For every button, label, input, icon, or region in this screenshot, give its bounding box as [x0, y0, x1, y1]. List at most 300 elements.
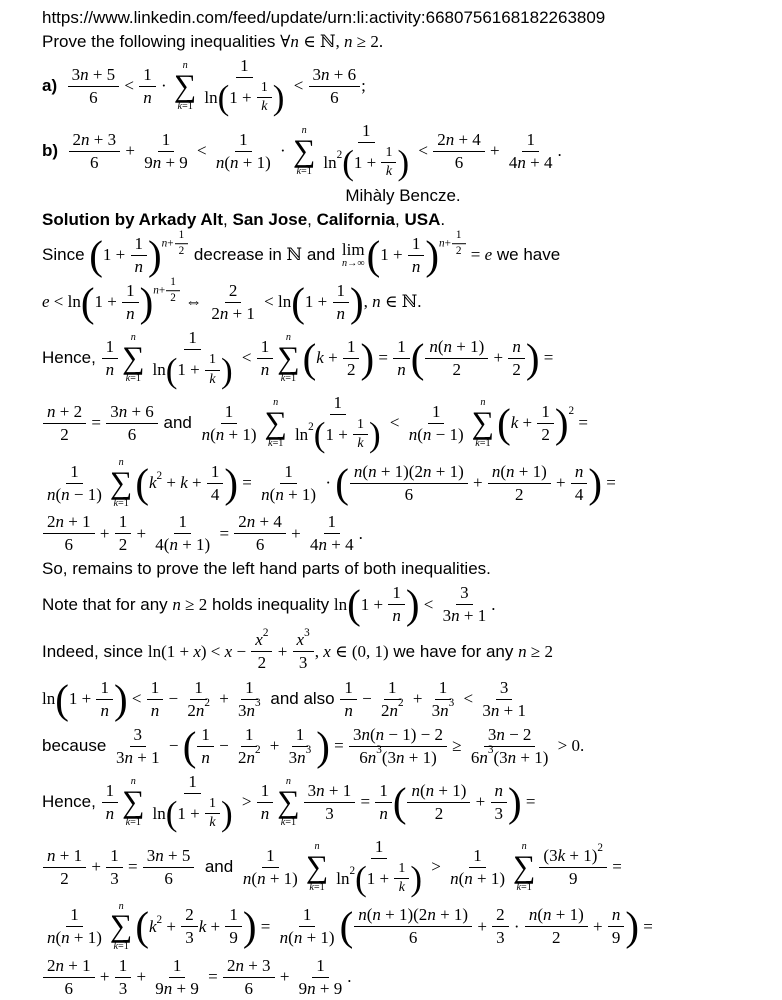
denominator [408, 256, 425, 278]
math-text: 2 [552, 928, 561, 948]
fraction [446, 845, 509, 890]
sum-lower-limit [281, 373, 296, 385]
denominator [451, 152, 468, 174]
math-text: 1 [541, 401, 550, 421]
denominator [355, 744, 441, 769]
numerator [469, 845, 486, 868]
fraction [354, 904, 472, 949]
math-text: 9n + 9 [155, 978, 199, 998]
math-text: 1 [455, 228, 462, 241]
fraction [408, 233, 425, 278]
math-text: 2 [308, 421, 314, 434]
text: we have [492, 245, 561, 265]
math-text: 3 [118, 978, 128, 998]
hence-upper-a [42, 327, 764, 390]
sum-lower-limit [177, 101, 192, 113]
text: , [307, 209, 317, 229]
summation [122, 332, 144, 384]
because-line [42, 724, 764, 769]
open-paren: ( [165, 794, 178, 834]
fraction [143, 845, 195, 890]
numerator [353, 416, 368, 435]
math-text: k [385, 164, 393, 180]
summation [122, 776, 144, 828]
math-text: 1 [244, 724, 254, 744]
close-paren: ) [410, 859, 422, 899]
paren-content [406, 780, 508, 825]
denominator [102, 359, 119, 381]
math-text: n [336, 303, 345, 323]
math-text: < [419, 594, 438, 614]
math-text: 1 + [353, 152, 381, 172]
math-text: 1 [284, 461, 293, 481]
math-text: + [132, 523, 151, 543]
math-text: 3 [304, 626, 310, 639]
math-text: − [164, 689, 183, 709]
math-text: n(n + 1) [279, 928, 335, 948]
text: holds inequality [207, 594, 334, 614]
close-paren: ) [139, 278, 154, 325]
math-text: + [162, 916, 181, 936]
math-text: n + 1 [47, 845, 83, 865]
limit-operator [342, 241, 365, 270]
paren-content [325, 416, 369, 454]
denominator [225, 927, 242, 949]
math-text: e < ln [42, 292, 81, 312]
math-text: = [521, 792, 536, 812]
sum-lower-limit [475, 438, 490, 450]
math-text: < ln [259, 292, 292, 312]
fraction [276, 904, 339, 949]
math-text: ln [323, 152, 337, 172]
superscript [263, 627, 269, 640]
numerator [251, 626, 272, 652]
denominator [131, 256, 148, 278]
log-bound-note [42, 582, 764, 627]
fraction [309, 64, 361, 109]
math-text: < [237, 348, 256, 368]
numerator [131, 233, 148, 256]
fraction [508, 336, 525, 381]
numerator [539, 841, 607, 868]
math-text: k [209, 815, 216, 831]
math-text: ℕ [286, 245, 303, 265]
paren-group [393, 780, 522, 825]
math-text: 1 [362, 120, 371, 140]
math-text: n [126, 303, 135, 323]
math-text: > 0. [553, 736, 585, 756]
math-text: 2n + 1 [47, 512, 91, 532]
denominator [401, 484, 418, 506]
text: Hence, [42, 348, 101, 368]
math-text: k=1 [125, 816, 141, 828]
math-text: n(n + 1) [429, 336, 485, 356]
math-text: n(n + 1) [411, 780, 467, 800]
open-paren: ( [335, 459, 349, 506]
math-text: k=1 [296, 165, 312, 177]
sum-lower-limit [517, 882, 532, 894]
numerator [96, 677, 113, 700]
denominator [86, 152, 103, 174]
denominator [565, 868, 582, 890]
math-text: ln [152, 803, 166, 823]
paren-group [135, 461, 238, 506]
fraction [539, 841, 607, 890]
fraction [350, 461, 468, 506]
math-text: 3 [325, 803, 334, 823]
math-text: k=1 [177, 100, 193, 112]
close-paren: ) [525, 334, 540, 381]
sum-lower-limit [126, 817, 141, 829]
denominator [207, 484, 224, 506]
math-text: n(n + 1) [261, 484, 317, 504]
paren-group [218, 79, 285, 117]
close-paren: ) [397, 143, 410, 183]
math-text: 3n + 5 [71, 64, 116, 84]
math-text: k=1 [516, 881, 532, 893]
close-paren: ) [272, 78, 285, 118]
superscript [255, 744, 261, 757]
math-text: 2 [156, 913, 163, 926]
denominator [56, 424, 73, 446]
math-text: 1 [411, 233, 421, 253]
math-text: ; [361, 76, 366, 96]
math-text: n(n + 1) [450, 868, 505, 888]
math-text: 1 [526, 129, 535, 149]
math-text: k=1 [113, 497, 129, 509]
fraction [452, 228, 466, 259]
math-text: 1 + [68, 689, 96, 709]
denominator [511, 484, 528, 506]
math-text: 2 [60, 868, 69, 888]
lower-chain-1 [42, 836, 764, 899]
math-text: 2 [346, 359, 356, 379]
denominator [491, 803, 508, 825]
math-text: k [149, 916, 157, 936]
paren-group [342, 144, 409, 182]
math-text: n(n + 1) [242, 868, 298, 888]
math-text: 1 [118, 512, 128, 532]
fraction [151, 511, 214, 556]
remains-note [42, 558, 764, 580]
fraction [43, 955, 95, 1000]
numerator [68, 64, 120, 87]
fraction [257, 780, 274, 825]
math-text: = [639, 916, 653, 936]
open-paren: ( [135, 459, 149, 506]
math-text: 4n + 4 [309, 535, 354, 555]
numerator [43, 955, 95, 978]
math-text: n [143, 87, 152, 107]
denominator [478, 700, 530, 722]
denominator [428, 697, 459, 722]
denominator [446, 868, 509, 890]
denominator [332, 859, 426, 899]
math-text: n(n − 1) [47, 484, 102, 504]
math-text: 2n + 1 [211, 303, 255, 323]
math-text: 1 + [366, 868, 394, 888]
numerator [508, 336, 525, 359]
numerator [43, 845, 86, 868]
summation [277, 776, 299, 828]
paren-content [177, 351, 221, 389]
math-text: 1 [134, 233, 143, 253]
math-text: + [473, 916, 492, 936]
math-text: 3n(n − 1) − 2 [353, 724, 444, 744]
summation [174, 60, 196, 112]
math-text: 3 [110, 868, 119, 888]
sigma-icon: ∑ [109, 908, 133, 944]
close-paren: ) [588, 459, 602, 506]
denominator [291, 415, 385, 455]
math-text: 1 [194, 677, 203, 697]
math-text: x [296, 630, 305, 650]
math-text: + k + [162, 473, 206, 493]
paren-content [149, 461, 224, 506]
denominator [285, 744, 316, 769]
close-paren: ) [316, 722, 330, 769]
math-text: 2 [496, 905, 505, 925]
denominator [405, 424, 468, 446]
math-text: n(n + 1) [528, 905, 584, 925]
fraction [96, 677, 113, 722]
math-text: 1 [178, 228, 185, 241]
superscript [157, 470, 163, 482]
hence-lower-a [42, 771, 764, 834]
math-text: n + 2 [47, 401, 83, 421]
math-text: 3n + 1 [442, 606, 487, 626]
math-text: 1 [240, 56, 249, 75]
numerator [304, 780, 356, 803]
denominator [239, 868, 302, 890]
since-line [42, 228, 764, 278]
fraction [234, 677, 265, 722]
numerator [66, 904, 83, 927]
denominator [333, 303, 350, 325]
paren-content [367, 860, 411, 898]
paren-content [69, 677, 114, 722]
math-text: 3n + 6 [312, 64, 357, 84]
fraction [388, 582, 405, 627]
open-paren: ( [355, 859, 367, 899]
numerator [225, 280, 242, 303]
math-text: , x ∈ (0, 1) [314, 641, 389, 661]
math-text: , n ∈ ℕ. [363, 292, 422, 312]
fraction [151, 955, 203, 1000]
open-paren: ( [80, 278, 95, 325]
denominator [377, 697, 408, 722]
math-text: n [100, 700, 109, 720]
denominator [467, 744, 553, 769]
math-text: 2 [434, 803, 444, 823]
paren-content [316, 336, 360, 381]
denominator [321, 803, 338, 825]
math-text: 3n [238, 700, 256, 720]
close-paren: ) [113, 675, 128, 722]
sigma-icon: ∑ [305, 848, 329, 884]
text: https://www.linkedin.com/feed/update/urn:li:activity:6680756168182263809 [42, 8, 606, 27]
denominator [276, 927, 339, 949]
fraction [439, 582, 491, 627]
numerator [166, 275, 180, 291]
sigma-icon: ∑ [471, 404, 495, 440]
text: and also [265, 689, 340, 709]
math-text: 9 [229, 928, 238, 948]
math-text: k=1 [309, 881, 325, 893]
numerator [257, 336, 274, 359]
open-paren: ( [410, 334, 425, 381]
math-text: · [321, 473, 336, 493]
denominator [340, 700, 357, 722]
open-paren: ( [347, 581, 361, 628]
sigma-icon: ∑ [277, 783, 300, 819]
math-text: n+ [153, 284, 166, 297]
math-text: 1 [388, 677, 397, 697]
paren-group [291, 280, 363, 325]
denominator [306, 534, 358, 556]
math-text: 1 [170, 275, 176, 288]
math-text: k + [316, 348, 342, 368]
math-text: . [557, 141, 562, 161]
math-text: > [426, 857, 446, 877]
lower-chain-2 [42, 901, 764, 953]
numerator [235, 129, 252, 152]
math-text: 1 [70, 461, 79, 481]
superscript [306, 744, 312, 757]
fraction [251, 626, 272, 674]
superscript [569, 406, 575, 418]
denominator [122, 303, 139, 325]
denominator [431, 803, 448, 825]
denominator [608, 927, 625, 949]
fraction [122, 280, 139, 325]
denominator [252, 534, 269, 556]
math-text: ≥ [448, 736, 466, 756]
fraction [353, 416, 368, 454]
math-text: 2 [397, 697, 404, 710]
math-text: 6 [64, 978, 74, 998]
math-text: 3 [298, 653, 308, 673]
denominator [96, 700, 113, 722]
paren-content [103, 233, 148, 278]
math-text: 2 [185, 905, 194, 925]
math-text: 1 [333, 392, 343, 412]
math-text: n [397, 359, 406, 379]
denominator [124, 424, 141, 446]
math-text: n+ [161, 237, 174, 250]
math-text: − [164, 736, 183, 756]
denominator [234, 697, 265, 722]
fraction [377, 677, 408, 722]
math-text: 1 [209, 352, 216, 368]
numerator [354, 904, 472, 927]
fraction [257, 461, 320, 506]
math-text: k=1 [268, 437, 284, 449]
fraction [68, 64, 120, 109]
denominator [140, 152, 192, 174]
math-text: n [130, 775, 136, 787]
math-text: 1 [374, 836, 384, 856]
math-text: 3 [494, 803, 503, 823]
denominator [537, 424, 554, 446]
numerator [102, 336, 119, 359]
math-text: n [150, 700, 160, 720]
math-text: 1 [161, 129, 171, 149]
math-text: < [120, 76, 139, 96]
math-text: 1 [105, 336, 115, 356]
math-text: 2 [568, 405, 575, 418]
math-text: 3 [185, 928, 194, 948]
denominator [492, 927, 509, 949]
denominator [505, 152, 557, 174]
paren-group [411, 336, 540, 381]
numerator [537, 401, 554, 424]
math-text: 2 [515, 484, 524, 504]
numerator [174, 511, 191, 534]
text: . [440, 209, 446, 229]
math-text: 1 [385, 144, 393, 160]
math-text: 1 [397, 336, 406, 356]
math-text: 3 [255, 697, 261, 710]
math-text: k [261, 99, 268, 115]
open-paren: ( [313, 415, 326, 455]
math-text: 6 [404, 484, 414, 504]
math-text: 1 [431, 401, 441, 421]
math-text: 2n [187, 700, 205, 720]
denominator [139, 87, 156, 109]
math-text: 3 [496, 928, 505, 948]
fraction [147, 677, 164, 722]
math-text: 1 + [325, 424, 353, 444]
math-text: n [201, 747, 210, 767]
math-text: k + [198, 916, 225, 936]
math-text: 2n [380, 700, 398, 720]
math-text: 6 [330, 87, 339, 107]
math-text: n [285, 332, 291, 344]
math-text: 2 [349, 865, 356, 878]
math-text: 6 [89, 87, 98, 107]
numerator [158, 129, 175, 152]
numerator [571, 461, 588, 484]
upper-chain-2 [42, 457, 764, 509]
summation [472, 397, 494, 449]
math-text: 2n + 3 [72, 129, 117, 149]
superscript [153, 275, 181, 306]
superscript [350, 865, 356, 878]
fraction [131, 233, 148, 278]
math-text: n [411, 256, 421, 276]
math-text: 1 + [177, 359, 204, 379]
math-text: + [87, 857, 106, 877]
math-text: k [149, 473, 157, 493]
math-text: 1 [150, 677, 160, 697]
fraction [407, 780, 470, 825]
math-text: 1 [473, 845, 482, 865]
summation [110, 901, 132, 953]
fraction [115, 511, 132, 556]
denominator [147, 700, 164, 722]
math-text: 1 [118, 955, 128, 975]
denominator [295, 978, 347, 1000]
numerator [225, 904, 242, 927]
denominator [198, 424, 261, 446]
math-text: 3 [133, 724, 143, 744]
superscript [308, 421, 314, 434]
numerator [349, 724, 447, 747]
fraction [198, 401, 261, 446]
fraction [234, 724, 265, 769]
paren-group [335, 461, 602, 506]
